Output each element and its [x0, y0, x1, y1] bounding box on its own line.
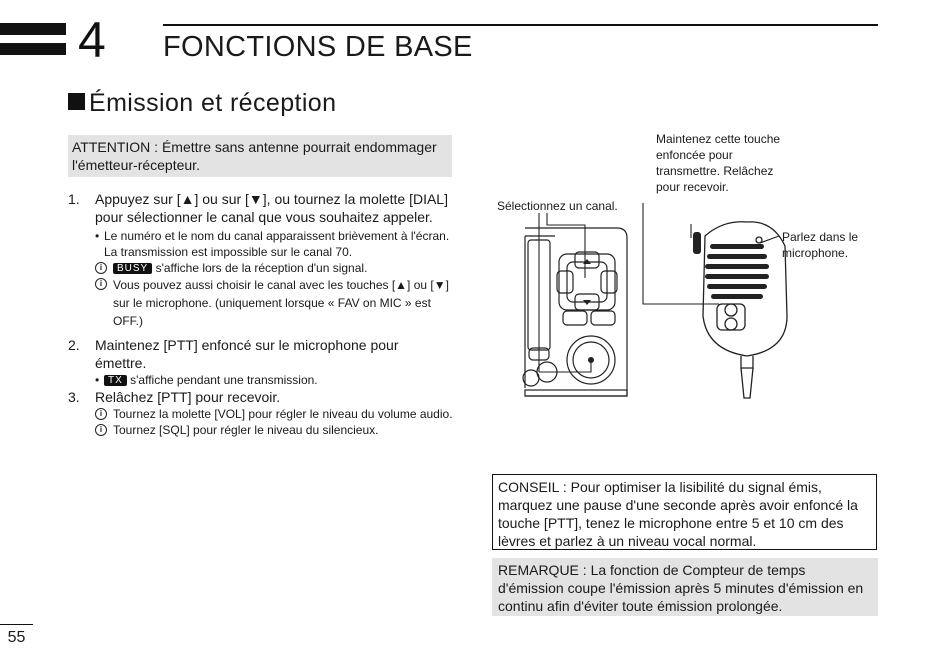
info-icon: i [95, 278, 107, 290]
chapter-tab-bottom [0, 43, 66, 55]
step-1 [68, 190, 453, 226]
chapter-tab-top [0, 23, 66, 35]
tx-lcd-icon: TX [104, 375, 127, 386]
callout-hold-key: Maintenez cette touche enfoncée pour transmettre. Relâchez pour recevoir. [656, 132, 781, 194]
bullet-text: s'affiche pendant une transmission. [130, 373, 318, 387]
warning-box: ATTENTION : Émettre sans antenne pourrait endommager l'émetteur-récepteur. [68, 135, 452, 177]
note-box: REMARQUE : La fonction de Compteur de temps d'émission coupe l'émission après 5 minutes d'émission en continu afin d'éviter toute émission prolongée. [492, 558, 878, 616]
info-text: Tournez [SQL] pour régler le niveau du silencieux. [113, 423, 379, 437]
step-1-info-2 [68, 276, 453, 330]
step-number: 2. [68, 337, 80, 353]
bullet-text: La transmission est impossible sur le canal 70. [104, 245, 353, 259]
section-square-icon [68, 93, 85, 110]
steps-list [68, 190, 453, 438]
step-text: Relâchez [PTT] pour recevoir. [95, 389, 281, 405]
step-text: Maintenez [PTT] enfoncé sur le microphone pour émettre. [95, 337, 399, 371]
info-text: s'affiche lors de la réception d'un signal. [155, 261, 368, 275]
chapter-number: 4 [78, 12, 106, 68]
step-1-info-1 [68, 260, 453, 276]
chapter-title: FONCTIONS DE BASE [163, 31, 473, 63]
step-number: 3. [68, 389, 80, 405]
step-number: 1. [68, 191, 80, 207]
step-3-info-2 [68, 422, 453, 438]
step-2 [68, 336, 453, 372]
info-text: Vous pouvez aussi choisir le canal avec les touches [▲] ou [▼] sur le microphone. (uniquement lorsque « FAV on MIC » est OFF.) [113, 278, 449, 328]
step-text: Appuyez sur [▲] ou sur [▼], ou tournez la molette [DIAL] pour sélectionner le canal que vous souhaitez appeler. [95, 191, 448, 225]
step-1-bullet [68, 228, 453, 244]
info-icon: i [95, 408, 107, 420]
bullet-text: Le numéro et le nom du canal apparaissent brièvement à l'écran. [104, 229, 450, 243]
busy-lcd-icon: BUSY [113, 263, 152, 274]
step-1-bullet-cont [68, 244, 453, 260]
section-title [68, 88, 336, 118]
bullet-icon: • [95, 229, 100, 243]
info-text: Tournez la molette [VOL] pour régler le niveau du volume audio. [113, 407, 453, 421]
page-number: 55 [0, 624, 33, 649]
callout-select-channel: Sélectionnez un canal. [497, 199, 618, 213]
bullet-icon: • [95, 373, 100, 387]
microphone-buttons [717, 237, 762, 330]
callout-speak: Parlez dans le microphone. [782, 230, 859, 260]
tip-box: CONSEIL : Pour optimiser la lisibilité du signal émis, marquez une pause d'une seconde après avoir enfoncé la touche [PTT], tenez le microphone entre 5 et 10 cm des lèvres et parlez à un niveau vocal normal. [492, 474, 877, 550]
step-3-info-1 [68, 406, 453, 422]
info-icon: i [95, 262, 107, 274]
chapter-rule [163, 24, 878, 26]
section-title-text: Émission et réception [89, 89, 337, 117]
info-icon: i [95, 424, 107, 436]
step-2-bullet [68, 372, 453, 388]
step-3 [68, 388, 453, 406]
